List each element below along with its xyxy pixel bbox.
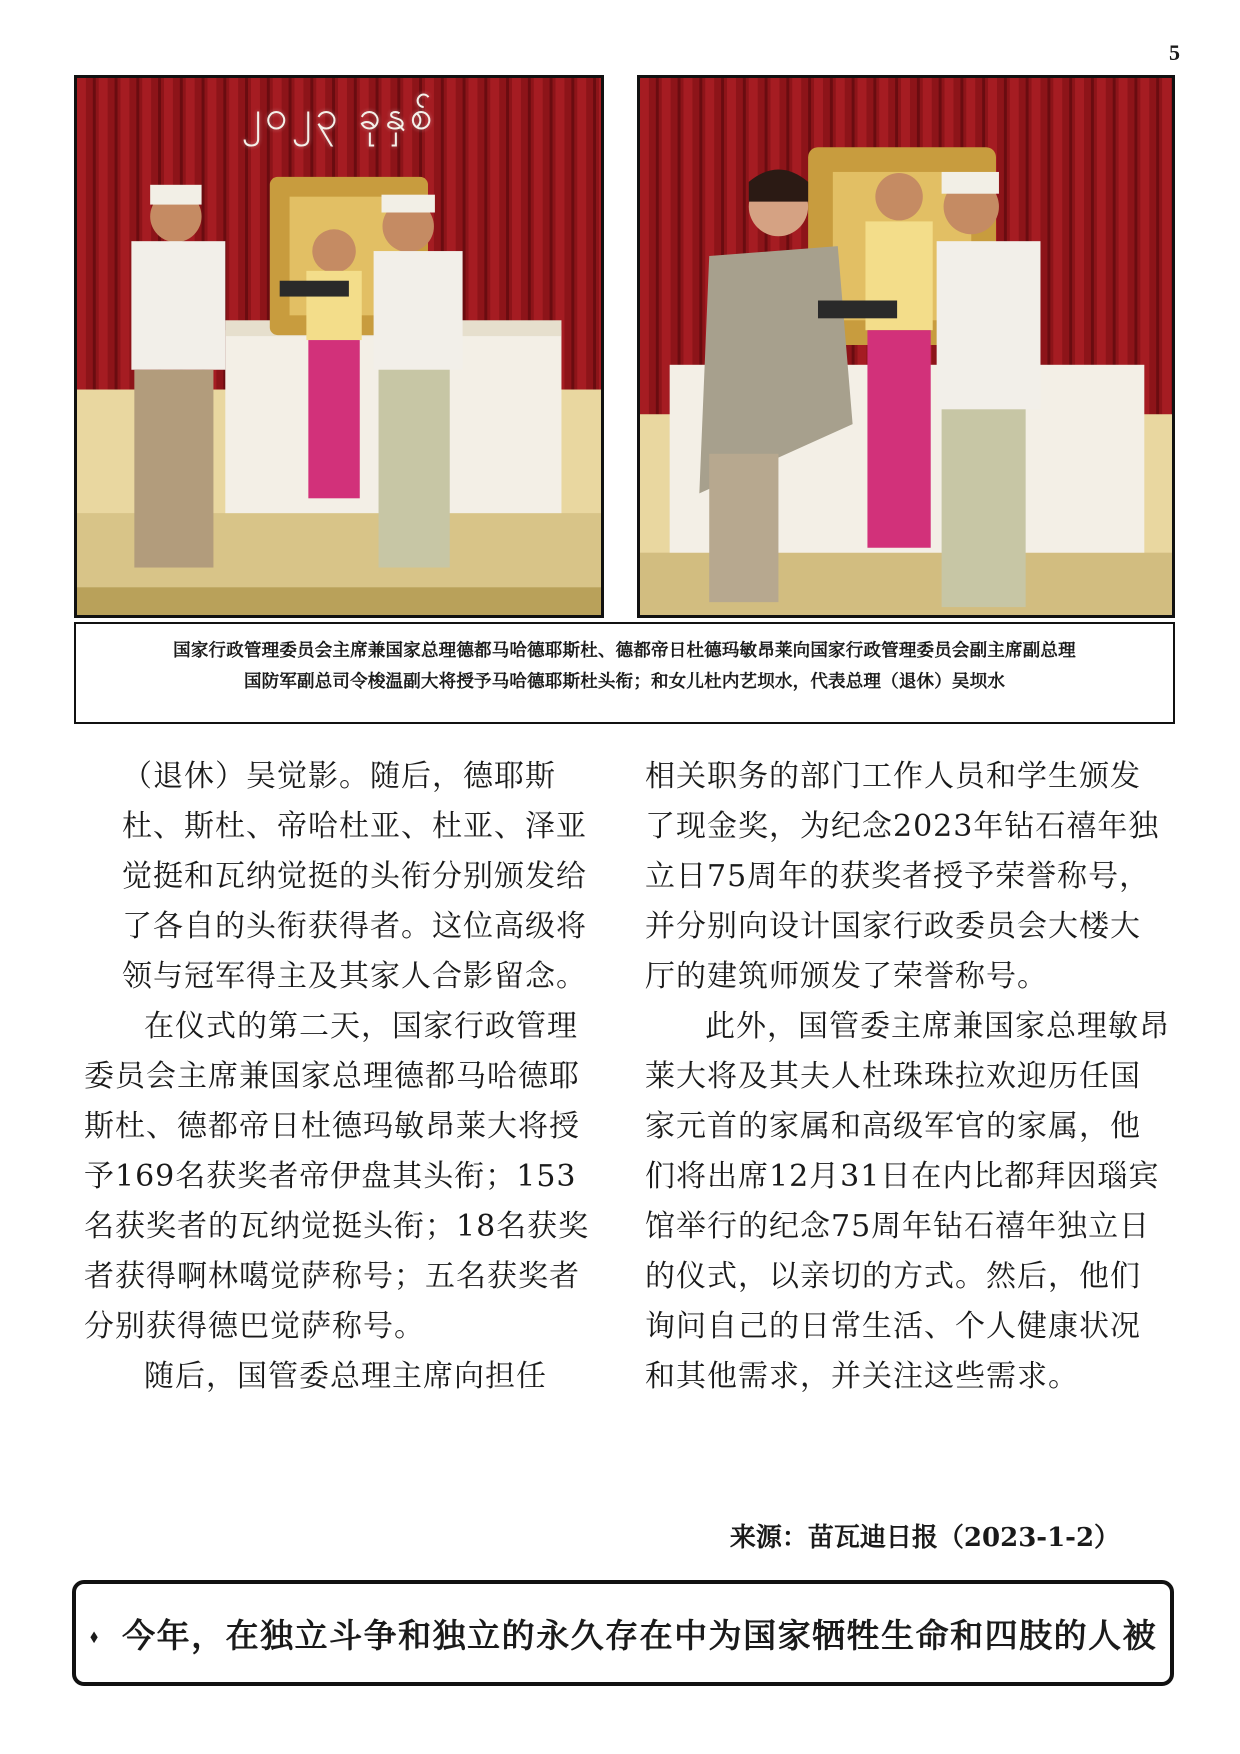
article-paragraph: 相关职务的部门工作人员和学生颁发了现金奖，为纪念2023年钻石禧年独立日75周年的获奖者授予荣誉称号，并分别向设计国家行政委员会大楼大厅的建筑师颁发了荣誉称号。 <box>645 759 1160 994</box>
article-paragraph: 此外，国管委主席兼国家总理敏昂莱大将及其夫人杜珠珠拉欢迎历任国家元首的家属和高级军官的家属，他们将出席12月31日在内比都拜因瑙宾馆举行的纪念75周年钻石禧年独立日的仪式，以亲切的方式。然后，他们询问自己的日常生活、个人健康状况和其他需求，并关注这些需求。 <box>645 1009 1170 1394</box>
ceremony-photo-right <box>637 75 1175 618</box>
banner-text: 今年，在独立斗争和独立的永久存在中为国家牺牲生命和四肢的人被 <box>122 1615 1158 1655</box>
ceremony-photo-right-image <box>640 78 1172 615</box>
ceremony-photo-left <box>74 75 604 618</box>
page-number: 5 <box>1169 40 1180 65</box>
article-right-column <box>645 752 1170 1402</box>
article-paragraph: 随后，国管委总理主席向担任 <box>144 1359 547 1394</box>
caption-line-2: 国防军副总司令梭温副大将授予马哈德耶斯杜头衔；和女儿杜内艺坝水，代表总理（退休）吴坝水 <box>243 672 1006 692</box>
highlight-banner <box>72 1580 1174 1686</box>
ceremony-backdrop-sign: ၂၀၂၃ ခုနှစ် <box>241 93 437 139</box>
article-source: 来源：苗瓦迪日报（2023-1-2） <box>729 1523 1121 1553</box>
article-paragraph: （退休）吴觉影。随后，德耶斯杜、斯杜、帝哈杜亚、杜亚、泽亚觉挺和瓦纳觉挺的头衔分别颁发给了各自的头衔获得者。这位高级将领与冠军得主及其家人合影留念。 <box>122 759 587 994</box>
bullet-diamond-icon: ⬧ <box>90 1625 99 1647</box>
article-paragraph: 在仪式的第二天，国家行政管理委员会主席兼国家总理德都马哈德耶斯杜、德都帝日杜德玛敏昂莱大将授予169名获奖者帝伊盘其头衔；153名获奖者的瓦纳觉挺头衔；18名获奖者获得啊林噶觉萨称号；五名获奖者分别获得德巴觉萨称号。 <box>84 1009 590 1344</box>
caption-line-1: 国家行政管理委员会主席兼国家总理德都马哈德耶斯杜、德都帝日杜德玛敏昂莱向国家行政管理委员会副主席副总理 <box>173 641 1076 661</box>
ceremony-photo-left-image <box>77 78 601 615</box>
photo-caption <box>74 622 1175 724</box>
article-left-column <box>84 752 606 1402</box>
